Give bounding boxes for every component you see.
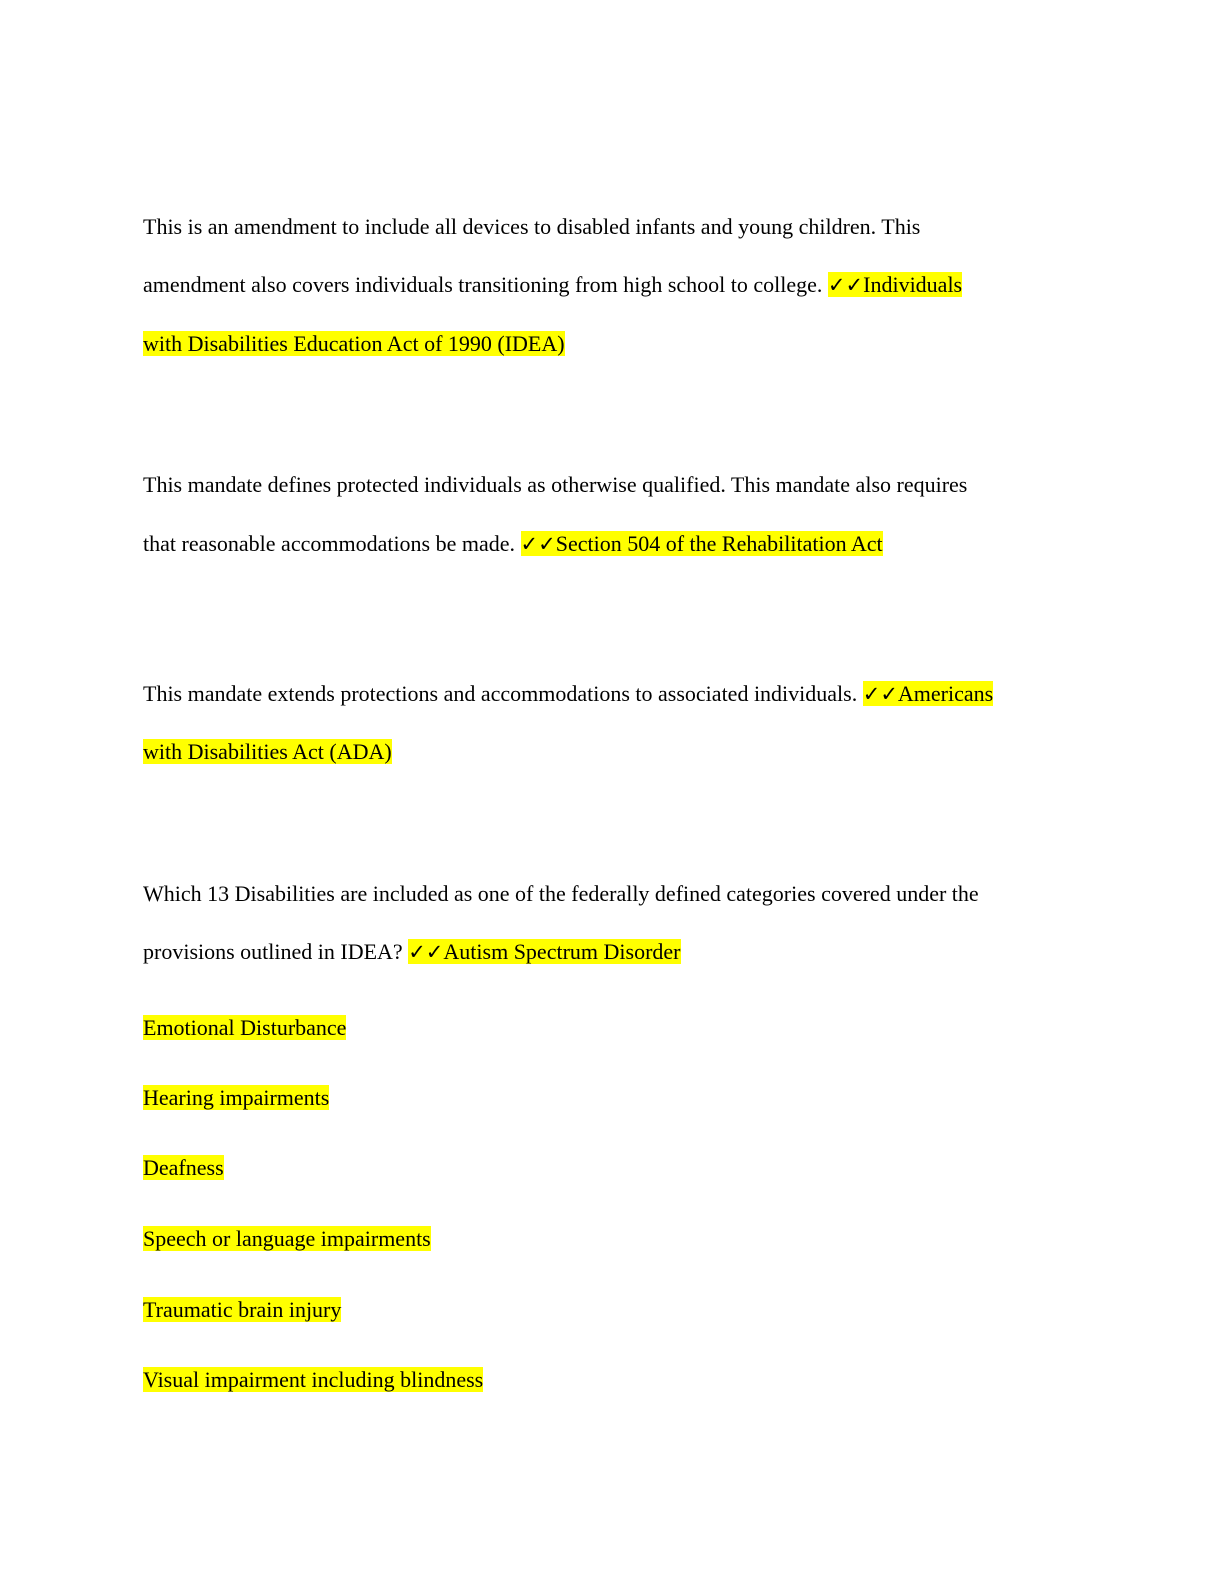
question-1-text-1: This is an amendment to include all devices to disabled infants and young children. This (143, 214, 921, 239)
list-item (143, 1295, 341, 1325)
question-4-line-2 (143, 937, 681, 967)
question-3-line-1 (143, 679, 993, 709)
answer-3-line-2 (143, 737, 392, 767)
question-1-text-2: amendment also covers individuals transitioning from high school to college. (143, 272, 823, 297)
answer-1-highlight (828, 272, 962, 297)
question-4-line-1 (143, 879, 979, 909)
list-item (143, 1224, 431, 1254)
check-mark-icon: ✓✓ (520, 532, 556, 556)
answer-4-list-item-5: Traumatic brain injury (143, 1297, 342, 1322)
answer-1-text-2: with Disabilities Education Act of 1990 (IDEA) (143, 331, 565, 356)
list-item (143, 1153, 224, 1183)
question-4-text-1: Which 13 Disabilities are included as one of the federally defined categories covered under the (143, 881, 979, 906)
answer-2-text-1: Section 504 of the Rehabilitation Act (555, 531, 883, 556)
answer-3-highlight (863, 681, 994, 706)
answer-4-list-item-2: Hearing impairments (143, 1085, 330, 1110)
answer-4-list-item-3: Deafness (143, 1155, 224, 1180)
answer-1-text-1: Individuals (863, 272, 963, 297)
answer-3-text-2: with Disabilities Act (ADA) (143, 739, 392, 764)
question-2-text-1: This mandate defines protected individuals as otherwise qualified. This mandate also requires (143, 472, 968, 497)
answer-4-list-item-6: Visual impairment including blindness (143, 1367, 484, 1392)
question-3-text-1: This mandate extends protections and accommodations to associated individuals. (143, 681, 858, 706)
answer-2-highlight (521, 531, 883, 556)
check-mark-icon: ✓✓ (408, 940, 444, 964)
check-mark-icon: ✓✓ (862, 682, 898, 706)
answer-4-text-1: Autism Spectrum Disorder (443, 939, 681, 964)
answer-1-line-2 (143, 329, 565, 359)
question-1-line-1 (143, 212, 920, 242)
question-4-text-2: provisions outlined in IDEA? (143, 939, 403, 964)
list-item (143, 1013, 346, 1043)
list-item (143, 1365, 483, 1395)
answer-3-text-1: Americans (897, 681, 994, 706)
question-2-line-2 (143, 529, 883, 559)
answer-4-list-item-4: Speech or language impairments (143, 1226, 431, 1251)
question-2-text-2: that reasonable accommodations be made. (143, 531, 516, 556)
answer-4-highlight (408, 939, 680, 964)
check-mark-icon: ✓✓ (827, 273, 864, 297)
list-item (143, 1083, 329, 1113)
question-1-line-2 (143, 270, 962, 300)
answer-4-list-item-1: Emotional Disturbance (143, 1015, 347, 1040)
question-2-line-1 (143, 470, 967, 500)
